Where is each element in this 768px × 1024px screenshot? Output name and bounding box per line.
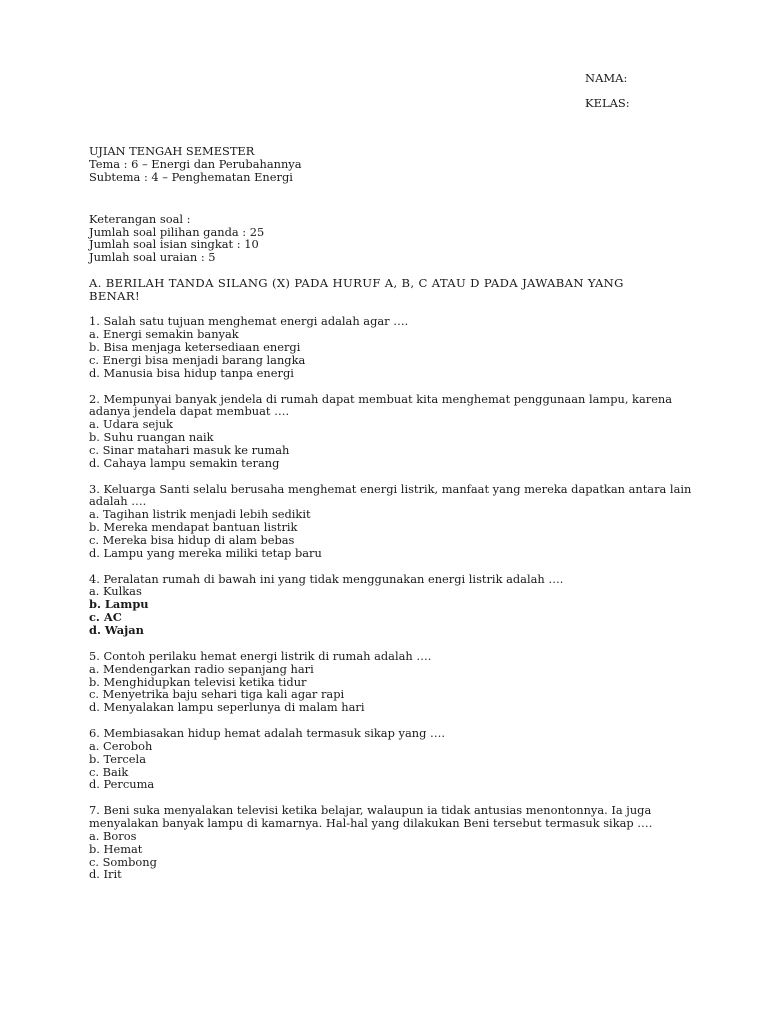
info-label: Keterangan soal : xyxy=(89,211,191,226)
question-text: adanya jendela dapat membuat …. xyxy=(89,404,290,419)
question-block xyxy=(89,481,692,573)
exam-subtheme: Subtema : 4 – Penghematan Energi xyxy=(89,169,293,184)
answer-option: b. Lampu xyxy=(89,597,149,612)
answer-option: c. Sinar matahari masuk ke rumah xyxy=(89,443,290,458)
question-text: 1. Salah satu tujuan menghemat energi adalah agar …. xyxy=(89,314,409,329)
answer-option: b. Bisa menjaga ketersediaan energi xyxy=(89,340,301,355)
question-block xyxy=(89,573,689,650)
answer-option: b. Tercela xyxy=(89,751,146,766)
question-list xyxy=(89,314,692,882)
answer-option: a. Ceroboh xyxy=(89,738,153,753)
question-block xyxy=(89,393,689,483)
answer-option: a. Energi semakin banyak xyxy=(89,327,239,342)
question-text: 5. Contoh perilaku hemat energi listrik di rumah adalah …. xyxy=(89,648,432,663)
answer-option: c. Energi bisa menjadi barang langka xyxy=(89,353,306,368)
question-text: 4. Peralatan rumah di bawah ini yang tidak menggunakan energi listrik adalah …. xyxy=(89,571,564,586)
name-field-label: NAMA: xyxy=(585,71,628,85)
answer-option: a. Mendengarkan radio sepanjang hari xyxy=(89,661,314,676)
exam-theme: Tema : 6 – Energi dan Perubahannya xyxy=(89,156,302,171)
question-text: adalah …. xyxy=(89,494,147,509)
question-text: 7. Beni suka menyalakan televisi ketika belajar, walaupun ia tidak antusias menontonnya. Ia juga xyxy=(89,803,652,818)
question-block xyxy=(89,650,689,727)
answer-option: d. Menyalakan lampu seperlunya di malam hari xyxy=(89,700,365,715)
answer-option: b. Suhu ruangan naik xyxy=(89,430,214,445)
answer-option: c. Menyetrika baju sehari tiga kali agar rapi xyxy=(89,687,345,702)
answer-option: a. Kulkas xyxy=(89,584,142,599)
answer-option: a. Tagihan listrik menjadi lebih sedikit xyxy=(89,507,311,522)
question-block xyxy=(89,315,689,392)
answer-option: a. Boros xyxy=(89,828,137,843)
answer-option: b. Mereka mendapat bantuan listrik xyxy=(89,520,298,535)
question-text: 3. Keluarga Santi selalu berusaha menghemat energi listrik, manfaat yang mereka dapatkan antara lain xyxy=(89,481,692,496)
answer-option: d. Manusia bisa hidup tanpa energi xyxy=(89,365,294,380)
answer-option: c. Baik xyxy=(89,764,129,779)
question-text: menyalakan banyak lampu di kamarnya. Hal-hal yang dilakukan Beni tersebut termasuk sikap …. xyxy=(89,815,653,830)
info-short-answer: Jumlah soal isian singkat : 10 xyxy=(89,237,259,252)
info-multiple-choice: Jumlah soal pilihan ganda : 25 xyxy=(89,224,265,239)
question-text: 2. Mempunyai banyak jendela di rumah dapat membuat kita menghemat penggunaan lampu, karena xyxy=(89,391,673,406)
instruction-line-1: A. BERILAH TANDA SILANG (X) PADA HURUF A, B, C ATAU D PADA JAWABAN YANG xyxy=(89,275,624,290)
question-text: 6. Membiasakan hidup hemat adalah termasuk sikap yang …. xyxy=(89,725,445,740)
answer-option: d. Cahaya lampu semakin terang xyxy=(89,455,280,470)
question-block xyxy=(89,727,689,804)
question-block xyxy=(89,804,689,881)
class-field-label: KELAS: xyxy=(585,96,630,110)
answer-option: b. Menghidupkan televisi ketika tidur xyxy=(89,674,307,689)
instruction-line-2: BENAR! xyxy=(89,288,140,303)
answer-option: d. Wajan xyxy=(89,623,144,638)
answer-option: d. Irit xyxy=(89,867,122,882)
answer-option: a. Udara sejuk xyxy=(89,417,173,432)
answer-option: c. Sombong xyxy=(89,854,157,869)
answer-option: c. AC xyxy=(89,610,122,625)
exam-title: UJIAN TENGAH SEMESTER xyxy=(89,144,255,158)
answer-option: d. Percuma xyxy=(89,777,155,792)
exam-document xyxy=(89,144,692,882)
info-essay: Jumlah soal uraian : 5 xyxy=(89,250,216,265)
answer-option: d. Lampu yang mereka miliki tetap baru xyxy=(89,546,322,561)
answer-option: c. Mereka bisa hidup di alam bebas xyxy=(89,533,295,548)
answer-option: b. Hemat xyxy=(89,841,143,856)
